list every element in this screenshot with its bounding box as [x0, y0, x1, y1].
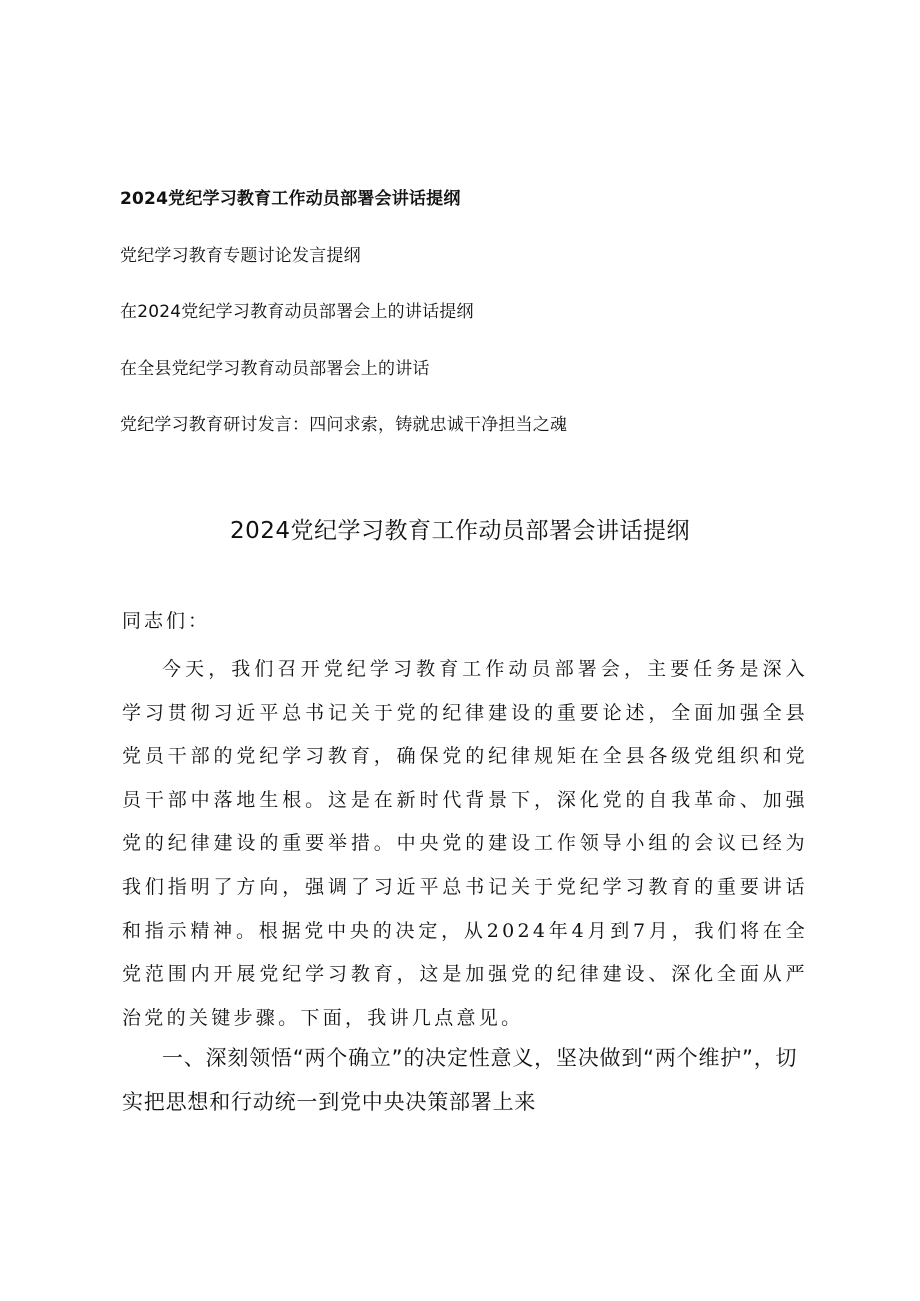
toc-item[interactable]: 党纪学习教育研讨发言：四问求索，铸就忠诚干净担当之魂	[120, 415, 568, 435]
table-of-contents	[120, 184, 820, 467]
toc-item[interactable]: 党纪学习教育专题讨论发言提纲	[120, 245, 361, 266]
toc-item[interactable]: 在2024党纪学习教育动员部署会上的讲话提纲	[120, 302, 474, 322]
body-paragraph: 今天，我们召开党纪学习教育工作动员部署会，主要任务是深入学习贯彻习近平总书记关于党的纪律建设的重要论述，全面加强全县党员干部的党纪学习教育，确保党的纪律规矩在全县各级党组织和党员干部中落地生根。这是在新时代背景下，深化党的自我革命、加强党的纪律建设的重要举措。中央党的建设工作领导小组的会议已经为我们指明了方向，强调了习近平总书记关于党纪学习教育的重要讲话和指示精神。根据党中央的决定，从2024年4月到7月，我们将在全党范围内开展党纪学习教育，这是加强党的纪律建设、深化全面从严治党的关键步骤。下面，我讲几点意见。	[122, 658, 808, 1029]
toc-item[interactable]: 在全县党纪学习教育动员部署会上的讲话	[120, 358, 430, 379]
section-heading: 一、深刻领悟“两个确立”的决定性意义，坚决做到“两个维护”，切实把思想和行动统一到党中央决策部署上来	[122, 1046, 798, 1114]
document-title: 2024党纪学习教育工作动员部署会讲话提纲	[229, 518, 691, 544]
toc-item[interactable]: 2024党纪学习教育工作动员部署会讲话提纲	[120, 189, 461, 209]
salutation: 同志们：	[122, 610, 211, 632]
